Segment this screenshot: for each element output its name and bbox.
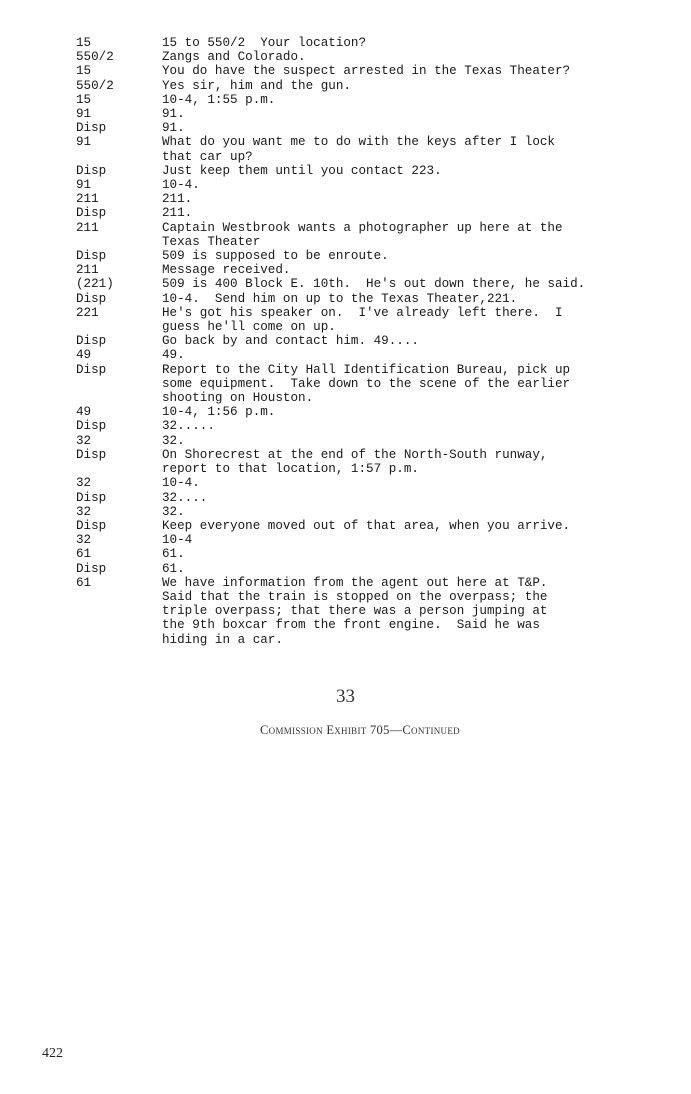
transcript-entry: [76, 79, 676, 93]
message-text: [162, 263, 676, 277]
message-line: Zangs and Colorado.: [162, 50, 306, 65]
speaker-id: 15: [76, 92, 92, 107]
transcript-entry: [76, 192, 676, 206]
speaker-id: 550/2: [76, 50, 114, 65]
message-text: [162, 50, 676, 64]
transcript-entry: [76, 107, 676, 121]
transcript-entry: [76, 405, 676, 419]
message-text: [162, 576, 676, 647]
message-text: [162, 221, 676, 249]
message-text: [162, 491, 676, 505]
message-line: 32.: [162, 433, 185, 448]
message-line: 61.: [162, 547, 185, 562]
transcript-entry: [76, 135, 676, 163]
speaker-id: 15: [76, 36, 92, 50]
transcript-entry: [76, 164, 676, 178]
transcript-entry: [76, 178, 676, 192]
message-line: report to that location, 1:57 p.m.: [162, 462, 419, 477]
message-text: [162, 519, 676, 533]
message-line: the 9th boxcar from the front engine. Said he was: [162, 618, 540, 633]
message-line: You do have the suspect arrested in the Texas Theater?: [162, 64, 571, 79]
transcript-entry: [76, 249, 676, 263]
message-text: [162, 36, 676, 50]
message-text: [162, 448, 676, 476]
message-line: 211.: [162, 192, 193, 207]
message-line: Message received.: [162, 263, 291, 278]
transcript-entry: [76, 419, 676, 433]
message-line: He's got his speaker on. I've already left there. I: [162, 305, 563, 320]
transcript-entry: [76, 519, 676, 533]
transcript-entry: [76, 363, 676, 406]
speaker-id: Disp: [76, 121, 107, 136]
transcript-entry: [76, 476, 676, 490]
message-line: 91.: [162, 121, 185, 136]
transcript-entry: [76, 505, 676, 519]
message-line: 32....: [162, 490, 208, 505]
transcript-entry: [76, 263, 676, 277]
volume-page-number: 422: [42, 1046, 63, 1061]
message-line: that car up?: [162, 149, 253, 164]
message-text: [162, 476, 676, 490]
message-line: some equipment. Take down to the scene of the earlier: [162, 376, 571, 391]
speaker-id: Disp: [76, 291, 107, 306]
speaker-id: Disp: [76, 206, 107, 221]
speaker-id: 211: [76, 263, 99, 278]
transcript-entry: [76, 64, 676, 78]
speaker-id: 91: [76, 107, 92, 122]
message-text: [162, 348, 676, 362]
message-text: [162, 178, 676, 192]
speaker-id: 61: [76, 547, 92, 562]
transcript-entry: [76, 334, 676, 348]
speaker-id: Disp: [76, 163, 107, 178]
message-line: Texas Theater: [162, 234, 261, 249]
message-line: 91.: [162, 107, 185, 122]
transcript-entry: [76, 50, 676, 64]
message-text: [162, 249, 676, 263]
message-text: [162, 363, 676, 406]
speaker-id: 32: [76, 504, 92, 519]
message-line: 15 to 550/2 Your location?: [162, 36, 367, 50]
speaker-id: Disp: [76, 419, 107, 434]
message-line: 10-4. Send him on up to the Texas Theater,221.: [162, 291, 518, 306]
message-text: [162, 505, 676, 519]
speaker-id: Disp: [76, 447, 107, 462]
message-text: [162, 434, 676, 448]
transcript-entry: [76, 348, 676, 362]
speaker-id: 32: [76, 433, 92, 448]
message-line: Yes sir, him and the gun.: [162, 78, 351, 93]
message-line: 10-4: [162, 533, 193, 548]
speaker-id: 221: [76, 305, 99, 320]
transcript-entry: [76, 547, 676, 561]
message-line: 49.: [162, 348, 185, 363]
transcript-entry: [76, 121, 676, 135]
speaker-id: 211: [76, 192, 99, 207]
message-line: 10-4.: [162, 476, 200, 491]
message-line: On Shorecrest at the end of the North-South runway,: [162, 447, 548, 462]
speaker-id: 32: [76, 476, 92, 491]
transcript-entry: [76, 448, 676, 476]
message-line: 10-4, 1:56 p.m.: [162, 405, 276, 420]
transcript-entry: [76, 306, 676, 334]
speaker-id: 550/2: [76, 78, 114, 93]
message-text: [162, 306, 676, 334]
speaker-id: Disp: [76, 334, 107, 349]
message-line: 211.: [162, 206, 193, 221]
speaker-id: 211: [76, 220, 99, 235]
transcript-entry: [76, 277, 676, 291]
speaker-id: 91: [76, 178, 92, 193]
message-text: [162, 334, 676, 348]
speaker-id: (221): [76, 277, 114, 292]
transcript-entry: [76, 533, 676, 547]
speaker-id: 49: [76, 405, 92, 420]
speaker-id: 15: [76, 64, 92, 79]
message-text: [162, 79, 676, 93]
transcript-entry: [76, 206, 676, 220]
message-text: [162, 107, 676, 121]
message-line: 10-4, 1:55 p.m.: [162, 92, 276, 107]
message-text: [162, 292, 676, 306]
message-text: [162, 419, 676, 433]
speaker-id: 49: [76, 348, 92, 363]
message-line: 509 is 400 Block E. 10th. He's out down there, he said.: [162, 277, 586, 292]
message-text: [162, 533, 676, 547]
speaker-id: 32: [76, 533, 92, 548]
message-text: [162, 562, 676, 576]
transcript-entry: [76, 576, 676, 647]
message-line: Report to the City Hall Identification Bureau, pick up: [162, 362, 571, 377]
message-text: [162, 405, 676, 419]
message-line: Just keep them until you contact 223.: [162, 163, 442, 178]
speaker-id: Disp: [76, 518, 107, 533]
transcript-entry: [76, 36, 676, 50]
transcript-entry: [76, 93, 676, 107]
speaker-id: Disp: [76, 362, 107, 377]
message-line: 61.: [162, 561, 185, 576]
message-text: [162, 206, 676, 220]
message-line: Keep everyone moved out of that area, when you arrive.: [162, 518, 571, 533]
message-line: hiding in a car.: [162, 632, 283, 647]
message-text: [162, 93, 676, 107]
message-text: [162, 121, 676, 135]
message-text: [162, 164, 676, 178]
message-line: 32.: [162, 504, 185, 519]
message-text: [162, 277, 676, 291]
transcript-entry: [76, 221, 676, 249]
message-line: 509 is supposed to be enroute.: [162, 249, 389, 264]
message-text: [162, 192, 676, 206]
message-line: 10-4.: [162, 178, 200, 193]
radio-transcript: [76, 36, 676, 647]
speaker-id: Disp: [76, 490, 107, 505]
message-line: We have information from the agent out here at T&P.: [162, 575, 548, 590]
message-line: Said that the train is stopped on the overpass; the: [162, 589, 548, 604]
message-line: shooting on Houston.: [162, 391, 314, 406]
exhibit-caption: Commission Exhibit 705—Continued: [260, 723, 460, 737]
message-line: guess he'll come on up.: [162, 320, 336, 335]
message-text: [162, 135, 676, 163]
transcript-entry: [76, 434, 676, 448]
transcript-entry: [76, 292, 676, 306]
speaker-id: 91: [76, 135, 92, 150]
transcript-entry: [76, 562, 676, 576]
message-line: triple overpass; that there was a person jumping at: [162, 604, 548, 619]
speaker-id: Disp: [76, 561, 107, 576]
message-line: What do you want me to do with the keys after I lock: [162, 135, 555, 150]
speaker-id: Disp: [76, 249, 107, 264]
transcript-entry: [76, 491, 676, 505]
message-line: Captain Westbrook wants a photographer up here at the: [162, 220, 563, 235]
message-text: [162, 547, 676, 561]
message-text: [162, 64, 676, 78]
message-line: 32.....: [162, 419, 215, 434]
speaker-id: 61: [76, 575, 92, 590]
page-number: 33: [336, 686, 355, 707]
message-line: Go back by and contact him. 49....: [162, 334, 419, 349]
